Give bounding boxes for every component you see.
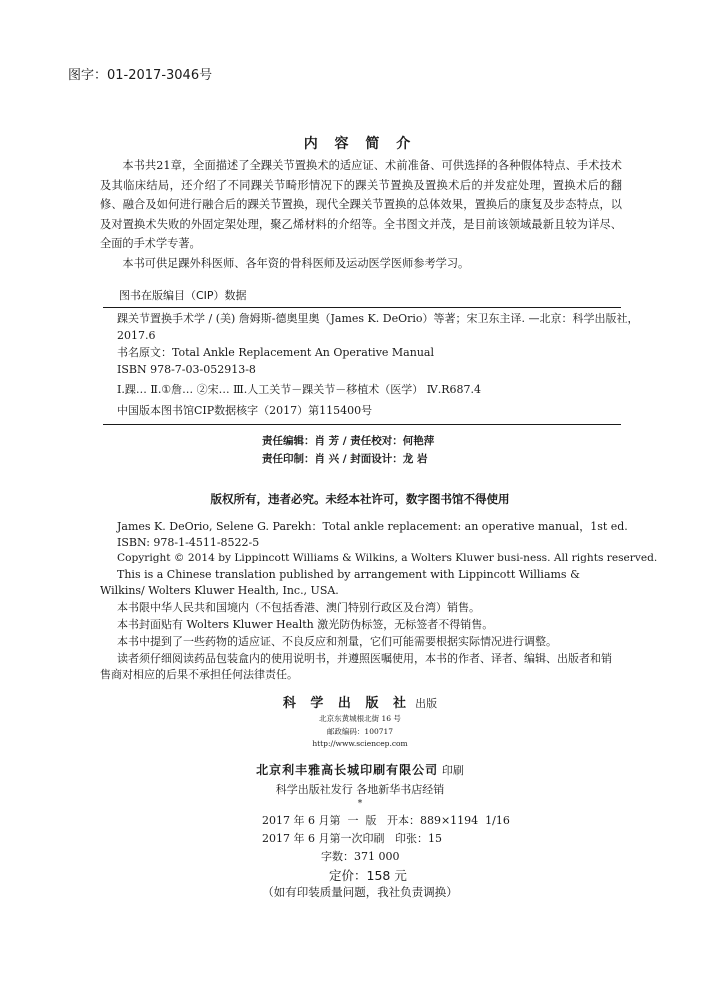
separator-star: *: [357, 799, 363, 809]
cip-header: 图书在版编目（CIP）数据: [119, 289, 247, 302]
printing-line: 2017 年 6 月第一次印刷 印张：15: [262, 832, 442, 845]
rights-notice: 版权所有，违者必究。未经本社许可，数字图书馆不得使用: [210, 492, 510, 506]
license-paragraph: 本书封面贴有 Wolters Kluwer Health 激光防伪标签，无标签者不得销售。: [117, 618, 494, 631]
distribution-line: 科学出版社发行 各地新华书店经销: [275, 783, 445, 796]
word-count: 字数：371 000: [321, 850, 400, 863]
cip-line: 书名原文：Total Ankle Replacement An Operative Manual: [117, 346, 434, 359]
publisher-postcode: 邮政编码：100717: [326, 727, 394, 736]
publisher-url: http://www.sciencep.com: [312, 739, 408, 748]
license-paragraph: 本书中提到了一些药物的适应证、不良反应和剂量，它们可能需要根据实际情况进行调整。: [117, 635, 557, 648]
cip-line: 2017.6: [117, 329, 156, 342]
summary-paragraph: 本书可供足踝外科医师、各年资的骨科医师及运动医学医师参考学习。: [122, 257, 470, 270]
printer-line: [0, 761, 720, 778]
edition-line: 2017 年 6 月第 一 版 开本：889×1194 1/16: [262, 814, 510, 827]
summary-title: 内 容 简 介: [303, 136, 417, 152]
publisher-name: 科 学 出 版 社: [282, 696, 411, 711]
printer-name: 北京利丰雅高长城印刷有限公司: [256, 763, 439, 777]
license-paragraph: This is a Chinese translation published by arrangement with Lippincott Williams & Wilkins/ Wolters Kluwer Health, Inc., USA.: [100, 568, 580, 597]
publisher-line: [0, 692, 720, 711]
cip-top-rule: [103, 307, 621, 308]
editor-credit: 责任编辑：肖 芳 / 责任校对：何艳萍: [262, 435, 435, 447]
cip-line: Ⅰ.踝… Ⅱ.①詹… ②宋… Ⅲ.人工关节－踝关节－移植术（医学） Ⅳ.R687.4: [117, 383, 482, 396]
quality-note: （如有印装质量问题，我社负责调换）: [262, 885, 458, 899]
cip-bottom-rule: [103, 424, 621, 425]
publisher-suffix: 出版: [415, 697, 438, 710]
cip-line: ISBN 978-7-03-052913-8: [117, 363, 256, 376]
license-paragraph: 本书限中华人民共和国境内（不包括香港、澳门特别行政区及台湾）销售。: [117, 601, 480, 614]
license-line: James K. DeOrio, Selene G. Parekh：Total ankle replacement: an operative manual，1st ed.: [117, 520, 628, 533]
summary-paragraph: 本书共21章，全面描述了全踝关节置换术的适应证、术前准备、可供选择的各种假体特点、手术技术及其临床结局，还介绍了不同踝关节畸形情况下的踝关节置换及置换术后的并发症处理，置换术后的翻修、融合及如何进行融合后的踝关节置换，现代全踝关节置换的总体效果，置换后的康复及步态特点，以及对置换术失败的外固定架处理，聚乙烯材料的介绍等。全书图文并茂，是目前该领域最新且较为详尽、全面的手术学专著。: [100, 159, 622, 251]
copyright-registration: 图字：01-2017-3046号: [68, 68, 213, 83]
publisher-address: 北京东黄城根北街 16 号: [319, 714, 401, 723]
production-credit: 责任印制：肖 兴 / 封面设计：龙 岩: [262, 453, 428, 465]
license-line: Copyright © 2014 by Lippincott Williams & Wilkins, a Wolters Kluwer busi-ness. All rights reserved.: [117, 552, 658, 564]
cip-line: 踝关节置换手术学 / (美) 詹姆斯-德奥里奥（James K. DeOrio）等著；宋卫东主译. —北京：科学出版社，: [117, 312, 639, 325]
license-paragraph: 读者须仔细阅读药品包装盒内的使用说明书，并遵照医嘱使用，本书的作者、译者、编辑、出版者和销售商对相应的后果不承担任何法律责任。: [100, 652, 612, 681]
printer-suffix: 印刷: [441, 764, 464, 777]
cip-line: 中国版本图书馆CIP数据核字（2017）第115400号: [117, 404, 373, 417]
price: 定价：158 元: [329, 868, 407, 883]
license-line: ISBN: 978-1-4511-8522-5: [117, 536, 260, 549]
